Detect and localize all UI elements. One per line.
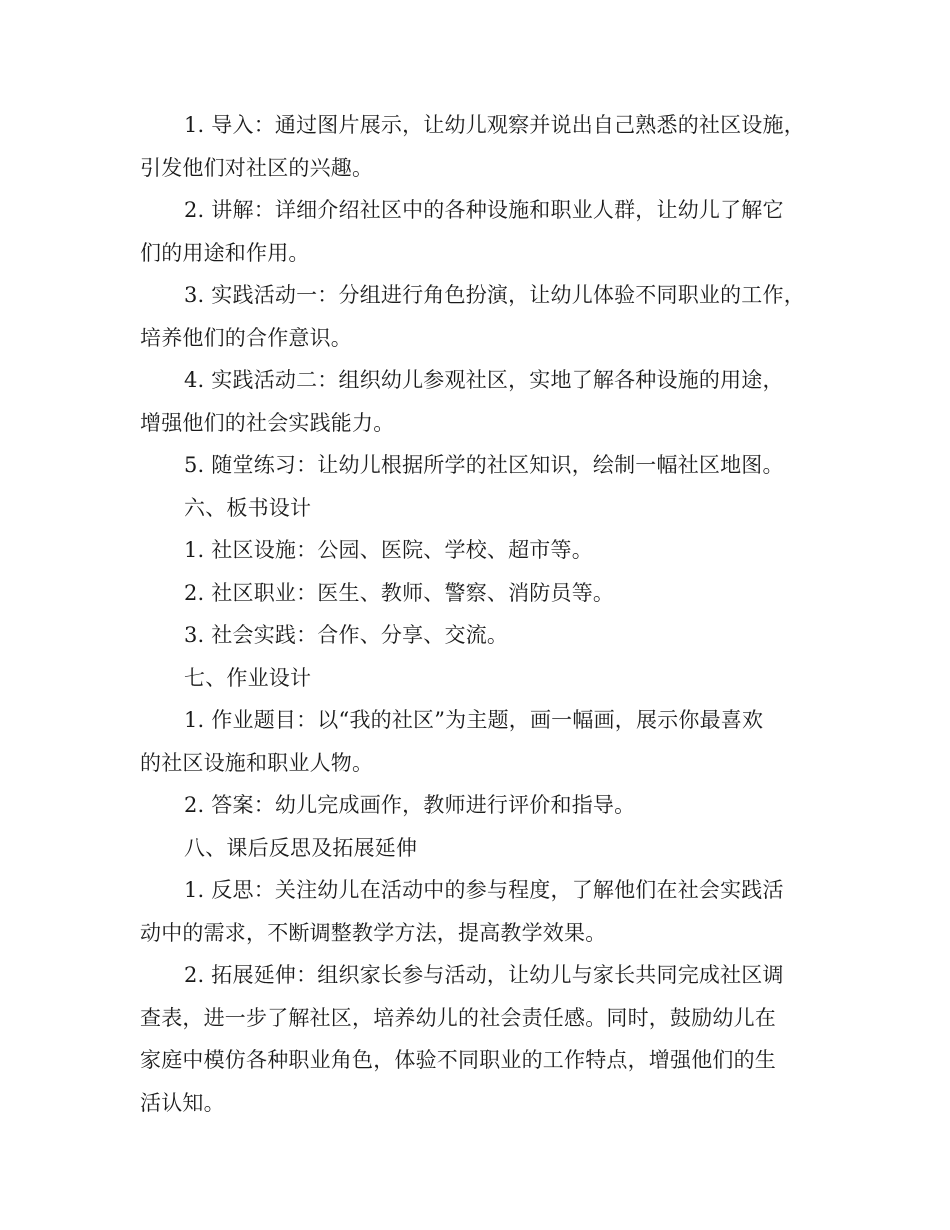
paragraph-line: 动中的需求，不断调整教学方法，提高教学效果。	[140, 920, 607, 945]
section-heading-board-design	[140, 487, 820, 530]
paragraph-line: 3. 社会实践：合作、分享、交流。	[184, 623, 509, 647]
section-heading-homework-design	[140, 657, 820, 700]
paragraph-line: 1. 导入：通过图片展示，让幼儿观察并说出自己熟悉的社区设施，	[184, 113, 805, 137]
paragraph-line: 3. 实践活动一：分组进行角色扮演，让幼儿体验不同职业的工作，	[184, 283, 805, 307]
paragraph-line: 引发他们对社区的兴趣。	[140, 155, 374, 180]
paragraph-board-item-1	[140, 529, 820, 572]
paragraph-line: 查表，进一步了解社区，培养幼儿的社会责任感。同时，鼓励幼儿在	[140, 1005, 776, 1030]
paragraph-line: 2. 拓展延伸：组织家长参与活动，让幼儿与家长共同完成社区调	[184, 963, 784, 987]
paragraph-line: 家庭中模仿各种职业角色，体验不同职业的工作特点，增强他们的生	[140, 1048, 776, 1072]
paragraph-line: 2. 讲解：详细介绍社区中的各种设施和职业人群，让幼儿了解它	[184, 198, 784, 222]
paragraph-line: 1. 反思：关注幼儿在活动中的参与程度，了解他们在社会实践活	[184, 878, 784, 902]
section-heading-reflection	[140, 827, 820, 870]
document-body	[140, 104, 820, 1124]
paragraph-line: 5. 随堂练习：让幼儿根据所学的社区知识，绘制一幅社区地图。	[184, 453, 784, 477]
paragraph-line: 活认知。	[140, 1090, 225, 1115]
paragraph-reflection-item-2	[140, 954, 820, 1124]
paragraph-line: 的社区设施和职业人物。	[140, 750, 374, 775]
paragraph-line: 2. 答案：幼儿完成画作，教师进行评价和指导。	[184, 793, 636, 817]
section-heading: 七、作业设计	[184, 665, 312, 690]
paragraph-line: 1. 作业题目：以“我的社区”为主题，画一幅画，展示你最喜欢	[184, 708, 764, 732]
paragraph-line: 培养他们的合作意识。	[140, 325, 352, 350]
paragraph-line: 4. 实践活动二：组织幼儿参观社区，实地了解各种设施的用途，	[184, 368, 784, 392]
paragraph-line: 1. 社区设施：公园、医院、学校、超市等。	[184, 538, 593, 562]
paragraph-step-1-intro	[140, 104, 820, 189]
paragraph-step-3-practice-one	[140, 274, 820, 359]
paragraph-step-5-exercise	[140, 444, 820, 487]
paragraph-line: 2. 社区职业：医生、教师、警察、消防员等。	[184, 580, 615, 605]
paragraph-step-4-practice-two	[140, 359, 820, 444]
paragraph-board-item-2	[140, 572, 820, 615]
paragraph-homework-item-1	[140, 699, 820, 784]
paragraph-line: 增强他们的社会实践能力。	[140, 410, 395, 435]
paragraph-reflection-item-1	[140, 869, 820, 954]
paragraph-line: 们的用途和作用。	[140, 240, 310, 265]
section-heading: 八、课后反思及拓展延伸	[184, 835, 418, 860]
paragraph-step-2-explain	[140, 189, 820, 274]
paragraph-board-item-3	[140, 614, 820, 657]
section-heading: 六、板书设计	[184, 495, 312, 520]
paragraph-homework-item-2	[140, 784, 820, 827]
